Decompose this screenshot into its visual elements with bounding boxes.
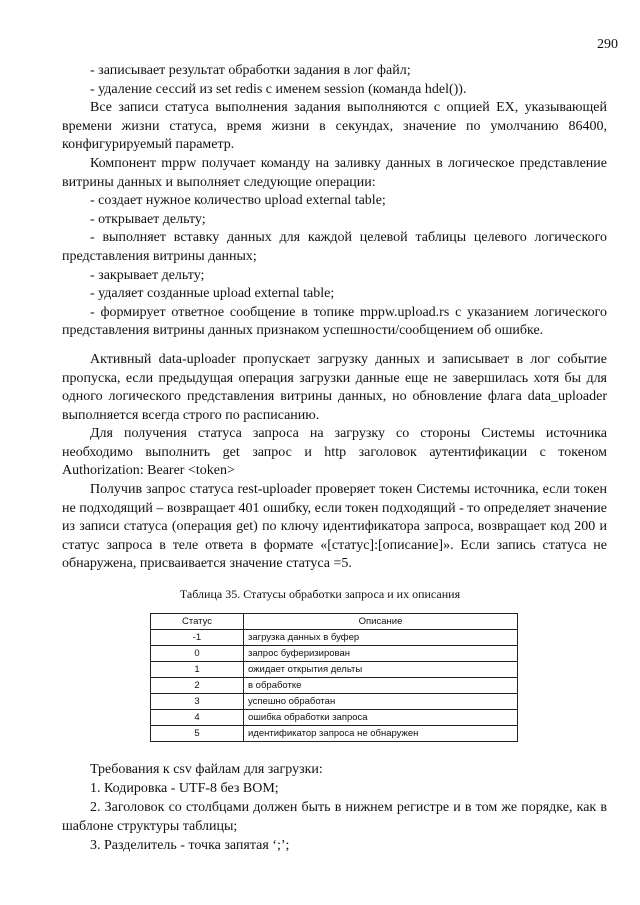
table-row <box>151 646 518 662</box>
table-row <box>151 630 518 646</box>
status-code: 1 <box>151 662 244 678</box>
paragraph: Получив запрос статуса rest-uploader проверяет токен Системы источника, если токен не подходящий – возвращает 401 ошибку, если токен подходящий - то определяет значение из записи статуса (операция get) по ключу идентификатора запроса, возвращает код 200 и статус запроса в теле ответа в формате «[статус]:[описание]». Если запись статуса не обнаружена, присваивается значение статуса =5. <box>62 482 607 572</box>
header-description: Описание <box>244 614 518 630</box>
list-item: - закрывает дельту; <box>90 267 205 283</box>
status-description: загрузка данных в буфер <box>244 630 518 646</box>
list-item: - удаление сессий из set redis с именем session (команда hdel()). <box>90 81 467 97</box>
table-row <box>151 726 518 742</box>
table-row <box>151 662 518 678</box>
requirement-item: 1. Кодировка - UTF-8 без BOM; <box>90 781 279 796</box>
table-row <box>151 694 518 710</box>
status-table <box>150 613 518 742</box>
status-description: запрос буферизирован <box>244 646 518 662</box>
body-text <box>62 62 607 574</box>
requirement-item: 2. Заголовок со столбцами должен быть в нижнем регистре и в том же порядке, как в шаблоне структуры таблицы; <box>62 800 607 834</box>
status-description: идентификатор запроса не обнаружен <box>244 726 518 742</box>
requirements-heading: Требования к csv файлам для загрузки: <box>90 762 323 777</box>
list-item: - выполняет вставку данных для каждой целевой таблицы целевого логического представления витрины данных; <box>62 230 607 264</box>
status-code: -1 <box>151 630 244 646</box>
status-description: ошибка обработки запроса <box>244 710 518 726</box>
csv-requirements <box>62 760 607 855</box>
status-code: 5 <box>151 726 244 742</box>
table-header-row <box>151 614 518 630</box>
status-description: успешно обработан <box>244 694 518 710</box>
page-number: 290 <box>597 37 618 52</box>
list-item: - записывает результат обработки задания в лог файл; <box>90 63 411 78</box>
list-item: - открывает дельту; <box>90 211 206 227</box>
table-caption: Таблица 35. Статусы обработки запроса и их описания <box>179 587 461 601</box>
paragraph: Все записи статуса выполнения задания выполняются с опцией EX, указывающей времени жизни статуса, время жизни в секундах, значение по умолчанию 86400, конфигурируемый параметр. <box>62 100 607 153</box>
table-row <box>151 678 518 694</box>
status-description: ожидает открытия дельты <box>244 662 518 678</box>
list-item: - удаляет созданные upload external table; <box>90 286 335 302</box>
header-status: Статус <box>151 614 244 630</box>
status-code: 0 <box>151 646 244 662</box>
requirement-item: 3. Разделитель - точка запятая ‘;’; <box>90 838 290 853</box>
list-item: - создает нужное количество upload external table; <box>90 193 386 209</box>
paragraph: Для получения статуса запроса на загрузку со стороны Системы источника необходимо выполнить get запрос и http заголовок аутентификации с токеном Authorization: Bearer <token> <box>62 426 607 479</box>
paragraph: Активный data-uploader пропускает загрузку данных и записывает в лог событие пропуска, если предыдущая операция загрузки данные еще не завершилась хотя бы для одного логического представления витрины данных, но обновление флага data_uploader выполняется всегда строго по расписанию. <box>62 351 607 423</box>
list-item: - формирует ответное сообщение в топике mppw.upload.rs с указанием логического представления витрины данных признаком успешности/сообщением об ошибке. <box>62 304 607 339</box>
status-code: 4 <box>151 710 244 726</box>
paragraph: Компонент mppw получает команду на заливку данных в логическое представление витрины данных и выполняет следующие операции: <box>62 155 607 190</box>
status-description: в обработке <box>244 678 518 694</box>
table-row <box>151 710 518 726</box>
status-code: 2 <box>151 678 244 694</box>
status-code: 3 <box>151 694 244 710</box>
